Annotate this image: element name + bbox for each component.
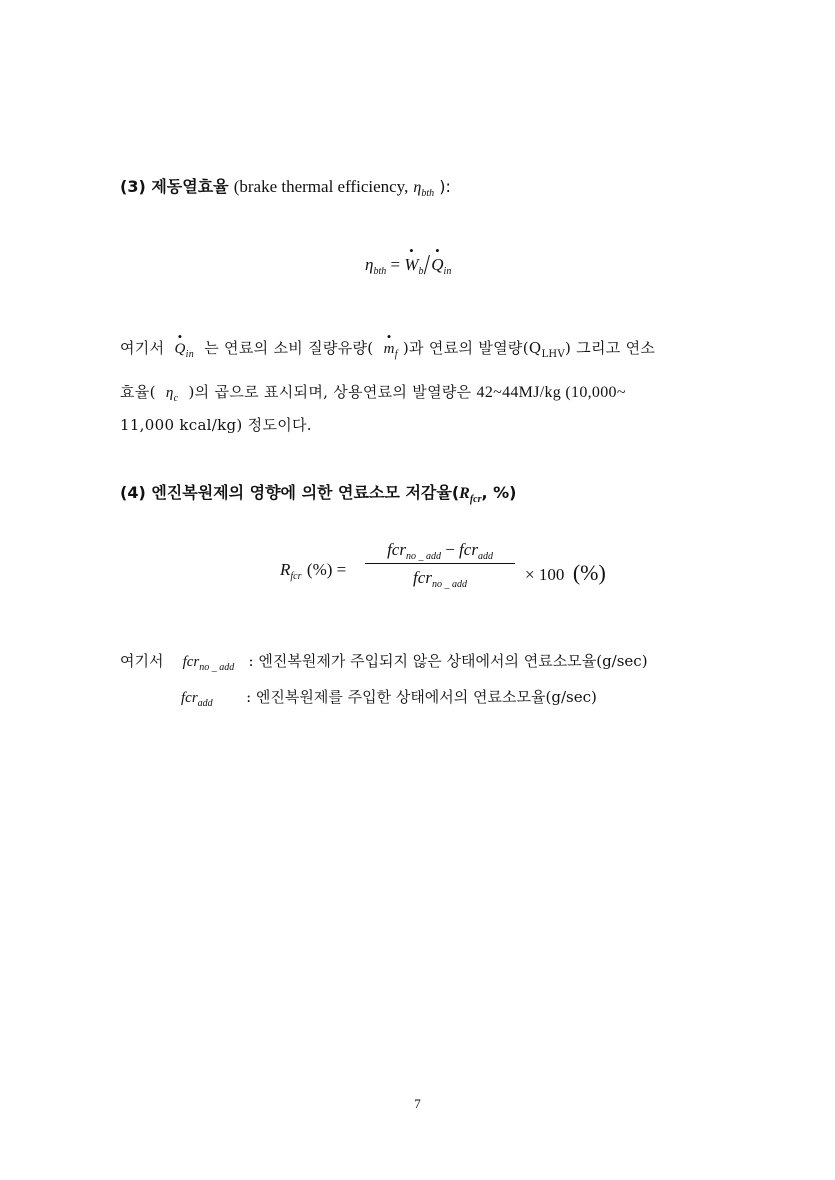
fuel-reduction-equation [280,540,610,610]
section-3-title-ko: (3) 제동열효율 [120,177,229,196]
symbol-q-in-sub: in [185,349,195,360]
text-segment: 효율( [120,383,156,401]
section-4-symbol: $R_{fcr}$ [459,485,482,505]
def1-symbol: fcr$_{no \_ add}$ [182,654,235,673]
eq1-equals: = [390,255,401,274]
text-segment: )과 연료의 발열량(Q [402,339,542,357]
definition-2 [181,686,597,707]
eq1-lhs: $\eta_{bth}$ [365,255,387,277]
def2-symbol: fcr$_{add}$ [181,690,213,709]
lhv-sub: LHV [541,349,565,360]
eq2-rhs: × 100 (%) [525,560,606,585]
eq1-numerator: • W [404,255,418,275]
eq1-denominator: • Q [431,255,443,275]
eq1-slash: / [424,250,431,281]
symbol-m-f: • m [384,341,395,358]
symbol-q-in: • Q [175,341,186,358]
thermal-efficiency-equation [365,246,452,281]
symbol-eta-c: $\eta_c$ [165,385,179,404]
text-segment: 여기서 [120,339,165,357]
text-segment: ) 그리고 연소 [564,339,656,357]
section-4-heading [120,480,516,503]
section-3-close: ): [439,177,451,196]
section-3-title-en: (brake thermal efficiency, [233,177,409,196]
paragraph-1-line-1 [120,337,655,358]
definition-intro: 여기서 [120,652,164,670]
text-segment: 11,000 kcal/kg) 정도이다. [120,416,312,434]
section-4-close: , %) [481,483,517,502]
text-segment: )의 곱으로 표시되며, 상용연료의 발열량은 [188,383,472,401]
section-3-symbol: $\eta_{bth}$ [413,179,435,199]
paragraph-1-line-2 [120,381,626,402]
eq1-denominator-sub: in [443,266,452,277]
text-segment: 42~44MJ/kg (10,000~ [476,384,626,401]
section-3-heading [120,174,451,197]
def2-text: : 엔진복원제를 주입한 상태에서의 연료소모율(g/sec) [246,688,597,706]
symbol-m-f-sub: f [394,349,398,360]
eq1-numerator-sub: b [418,266,424,277]
page-number: 7 [414,1096,421,1111]
definition-1 [120,650,648,671]
eq2-fraction [365,540,515,588]
paragraph-1-line-3 [120,414,312,435]
section-4-title: (4) 엔진복원제의 영향에 의한 연료소모 저감율( [120,483,460,502]
eq2-denominator: fcr$_{no \_ add}$ [413,568,467,590]
eq2-fraction-bar [365,563,515,564]
def1-text: : 엔진복원제가 주입되지 않은 상태에서의 연료소모율(g/sec) [248,652,648,670]
eq2-lhs: $R_{fcr}$ (%) = [280,560,347,582]
eq2-numerator: fcr$_{no \_ add}$ − fcr$_{add}$ [387,540,493,562]
text-segment: 는 연료의 소비 질량유량( [204,339,374,357]
